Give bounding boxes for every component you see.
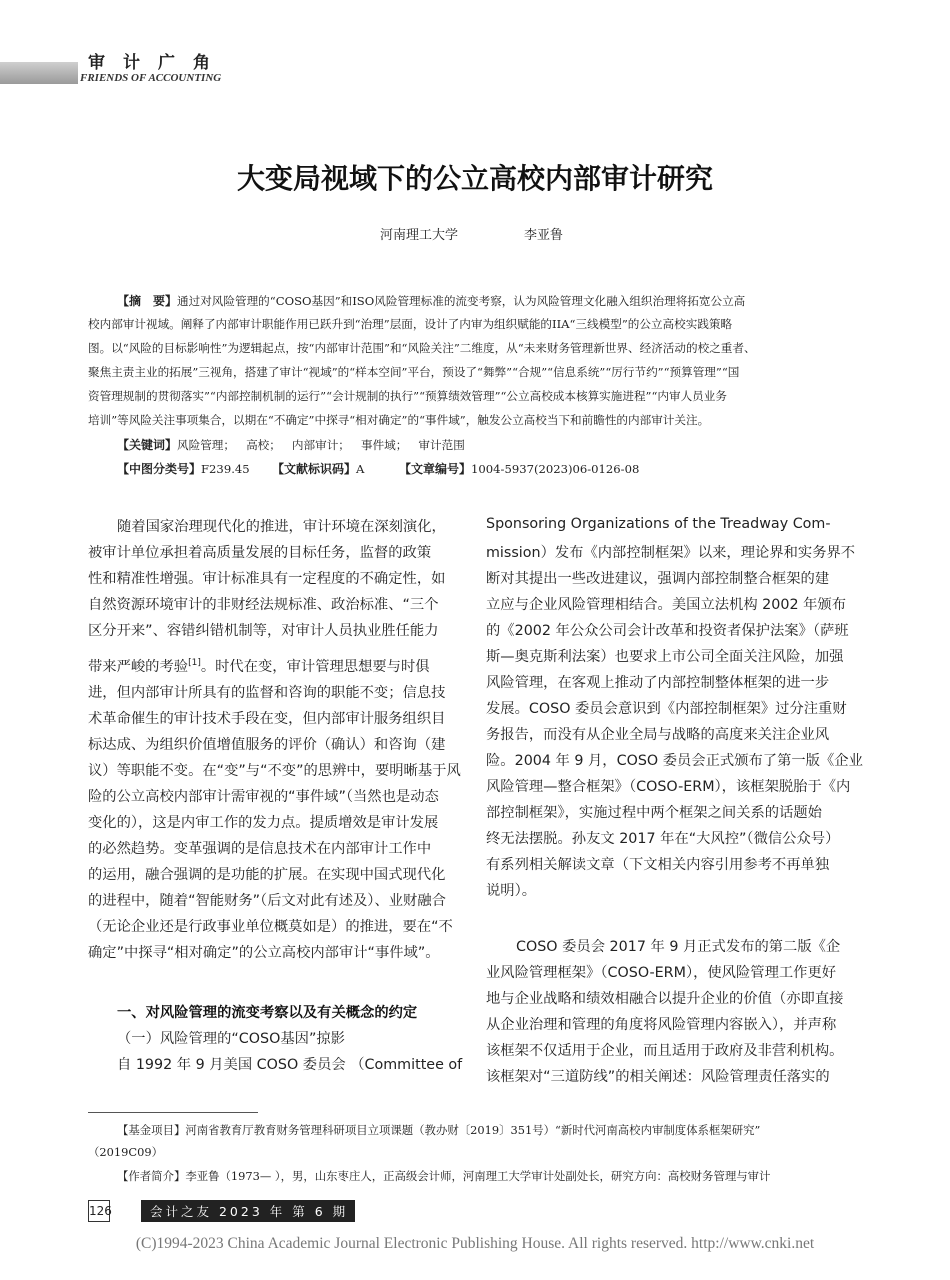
- body-line: 立应与企业风险管理相结合。美国立法机构 2002 年颁布: [486, 597, 847, 613]
- subsection-heading: （一）风险管理的“COSO基因”掠影: [117, 1031, 345, 1047]
- body-line: 发展。COSO 委员会意识到《内部控制框架》过分注重财: [486, 701, 847, 717]
- body-line: Sponsoring Organizations of the Treadway Com-: [486, 516, 831, 532]
- body-line: 业风险管理框架》（COSO-ERM），使风险管理工作更好: [486, 965, 837, 981]
- classification-line: [117, 460, 677, 476]
- body-line: 该框架对“三道防线”的相关阐述：风险管理责任落实的: [486, 1069, 830, 1085]
- doc-code-value: A: [356, 462, 365, 476]
- abstract-line: 校内部审计视域。阐释了内部审计职能作用已跃升到“治理”层面，设计了内审为组织赋能的IIA“三线模型”的公立高校实践策略: [88, 317, 733, 331]
- journal-section-title: 审计广角: [88, 53, 228, 73]
- body-line: 地与企业战略和绩效相融合以提升企业的价值（亦即直接: [486, 991, 844, 1007]
- abstract-line: 聚焦主责主业的拓展”三视角，搭建了审计“视域”的“样本空间”平台，预设了“舞弊”“合规”“信息系统”“厉行节约”“预算管理”“国: [88, 365, 740, 379]
- body-line: 该框架不仅适用于企业，而且适用于政府及非营利机构。: [486, 1043, 844, 1059]
- body-line: 风险管理—整合框架》（COSO-ERM），该框架脱胎于《内: [486, 779, 851, 795]
- body-line: 断对其提出一些改进建议，强调内部控制整合框架的建: [486, 571, 830, 587]
- body-line: 自然资源环境审计的非财经法规标准、政治标准、“三个: [88, 597, 439, 613]
- body-line: 斯—奥克斯利法案）也要求上市公司全面关注风险，加强: [486, 649, 844, 665]
- body-line: 性和精准性增强。审计标准具有一定程度的不确定性，如: [88, 571, 446, 587]
- body-line: 险的公立高校内部审计需审视的“事件域”（当然也是动态: [88, 789, 439, 805]
- abstract-line: 资管理规制的贯彻落实”“内部控制机制的运行”“会计规制的执行”“预算绩效管理”“公立高校成本核算实施进程”“内审人员业务: [88, 389, 727, 403]
- body-line: 部控制框架》，实施过程中两个框架之间关系的话题始: [486, 805, 822, 821]
- article-no-value: 1004-5937(2023)06-0126-08: [471, 462, 640, 476]
- body-line: 确定”中探寻“相对确定”的公立高校内部审计“事件域”。: [88, 945, 440, 961]
- footnote-divider: [88, 1112, 258, 1113]
- fund-project-note: 【基金项目】河南省教育厅教育财务管理科研项目立项课题（教办财〔2019〕351号）“新时代河南高校内审制度体系框架研究”: [117, 1123, 761, 1137]
- keywords-label: 【关键词】: [117, 438, 178, 452]
- keyword: 事件域；: [360, 438, 408, 452]
- reference-mark: [1]: [188, 658, 201, 669]
- body-line: 被审计单位承担着高质量发展的目标任务，监督的政策: [88, 545, 432, 561]
- page-number: 126: [88, 1200, 110, 1222]
- header-decoration-bar: [0, 62, 78, 84]
- journal-issue: 会计之友 2023 年 第 6 期: [150, 1204, 349, 1219]
- abstract-label: 【摘 要】: [117, 294, 178, 308]
- abstract-line: 培训”等风险关注事项集合，以期在“不确定”中探寻“相对确定”的“事件域”，触发公立高校当下和前瞻性的内部审计关注。: [88, 413, 710, 427]
- body-line: 区分开来”、容错纠错机制等，对审计人员执业胜任能力: [88, 623, 439, 639]
- body-line: mission）发布《内部控制框架》以来，理论界和实务界不: [486, 545, 856, 561]
- body-line: 有系列相关解读文章（下文相关内容引用参考不再单独: [486, 857, 830, 873]
- doc-code-label: 【文献标识码】: [272, 462, 357, 476]
- article-title: 大变局视域下的公立高校内部审计研究: [236, 162, 713, 195]
- body-line: 的《2002 年公众公司会计改革和投资者保护法案》（萨班: [486, 623, 849, 639]
- section-heading: 一、对风险管理的流变考察以及有关概念的约定: [117, 1005, 418, 1021]
- body-line: 从企业治理和管理的角度将风险管理内容嵌入），并声称: [486, 1017, 837, 1033]
- body-line: 自 1992 年 9 月美国 COSO 委员会 （Committee of: [117, 1057, 463, 1073]
- abstract-line: 图。以“风险的目标影响性”为逻辑起点，按“内部审计范围”和“风险关注”二维度，从“未来财务管理新世界、经济活动的校之重者、: [88, 341, 756, 355]
- body-line: 带来严峻的考验[1]。时代在变，审计管理思想要与时俱: [88, 658, 430, 675]
- keyword: 审计范围: [418, 438, 465, 452]
- body-line: 随着国家治理现代化的推进，审计环境在深刻演化，: [117, 519, 446, 535]
- body-line: 术革命催生的审计技术手段在变，但内部审计服务组织目: [88, 711, 446, 727]
- fund-project-note-cont: （2019C09）: [88, 1145, 163, 1159]
- author-name: 李亚鲁: [524, 228, 564, 243]
- body-line: 的必然趋势。变革强调的是信息技术在内部审计工作中: [88, 841, 432, 857]
- body-line: 终无法摆脱。孙友文 2017 年在“大风控”（微信公众号）: [486, 831, 840, 847]
- keyword: 风险管理；: [177, 438, 235, 452]
- author-introduction: 【作者简介】李亚鲁（1973— ），男，山东枣庄人，正高级会计师，河南理工大学审计处副处长，研究方向：高校财务管理与审计: [117, 1169, 771, 1183]
- body-line: 标达成、为组织价值增值服务的评价（确认）和咨询（建: [88, 737, 446, 753]
- clc-value: F239.45: [201, 462, 250, 476]
- body-line: （无论企业还是行政事业单位概莫如是）的推进，要在“不: [88, 919, 453, 935]
- article-no-label: 【文章编号】: [399, 462, 472, 476]
- body-line: 的进程中，随着“智能财务”（后文对此有述及）、业财融合: [88, 893, 446, 909]
- body-line: 险。2004 年 9 月，COSO 委员会正式颁布了第一版《企业: [486, 753, 863, 769]
- body-line: 说明）。: [486, 883, 537, 899]
- body-line: 议）等职能不变。在“变”与“不变”的思辨中，要明晰基于风: [88, 763, 461, 779]
- author-affiliation: 河南理工大学: [380, 228, 459, 243]
- body-line: 进，但内部审计所具有的监督和咨询的职能不变；信息技: [88, 685, 446, 701]
- copyright-notice: (C)1994-2023 China Academic Journal Electronic Publishing House. All rights reserved. http://www.cnki.net: [135, 1235, 815, 1252]
- body-line: 的运用，融合强调的是功能的扩展。在实现中国式现代化: [88, 867, 446, 883]
- keyword: 高校；: [246, 438, 281, 452]
- journal-english-name: FRIENDS OF ACCOUNTING: [80, 72, 222, 84]
- abstract-line: 【摘 要】通过对风险管理的“COSO基因”和ISO风险管理标准的流变考察，认为风险管理文化融入组织治理将拓宽公立高: [117, 294, 746, 308]
- keyword: 内部审计；: [291, 438, 350, 452]
- body-line: COSO 委员会 2017 年 9 月正式发布的第二版《企: [516, 939, 841, 955]
- body-line: 变化的），这是内审工作的发力点。提质增效是审计发展: [88, 815, 439, 831]
- clc-label: 【中图分类号】: [117, 462, 202, 476]
- keywords: [117, 436, 465, 453]
- body-line: 风险管理，在客观上推动了内部控制整体框架的进一步: [486, 675, 830, 691]
- body-line: 务报告，而没有从企业全局与战略的高度来关注企业风: [486, 727, 830, 743]
